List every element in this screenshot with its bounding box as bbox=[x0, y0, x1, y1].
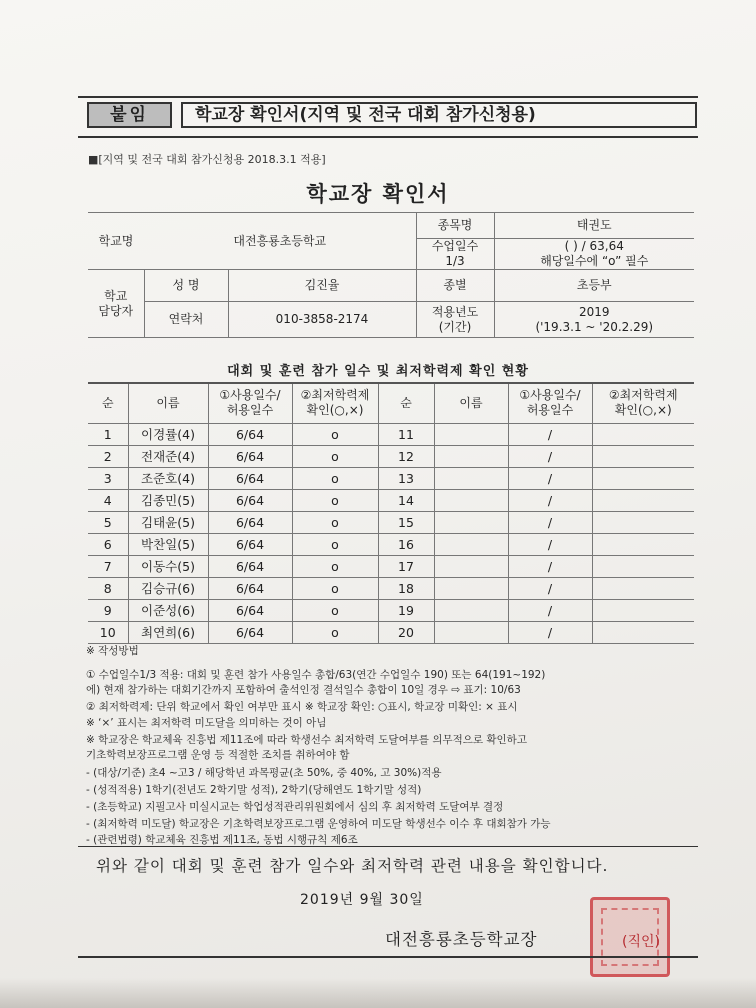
row-check: o bbox=[292, 445, 378, 467]
row-days: 6/64 bbox=[208, 621, 292, 643]
row-no: 9 bbox=[88, 599, 128, 621]
row-days: 6/64 bbox=[208, 467, 292, 489]
header-days-left-2: 허용일수 bbox=[226, 403, 274, 418]
classdays-value-1: ( ) / 63,64 bbox=[564, 239, 624, 253]
header-name-right: 이름 bbox=[434, 383, 508, 423]
row-no: 14 bbox=[378, 489, 434, 511]
row-check: o bbox=[292, 577, 378, 599]
row-no: 18 bbox=[378, 577, 434, 599]
row-no: 16 bbox=[378, 533, 434, 555]
year-value-1: 2019 bbox=[578, 304, 610, 319]
contact-value: 010-3858-2174 bbox=[228, 302, 416, 338]
row-check bbox=[592, 467, 694, 489]
notes-rule bbox=[78, 846, 698, 847]
row-name: 김태윤(5) bbox=[128, 511, 208, 533]
row-check: o bbox=[292, 599, 378, 621]
header-days-left bbox=[208, 383, 292, 423]
classdays-label-2: 1/3 bbox=[445, 254, 465, 268]
row-no: 3 bbox=[88, 467, 128, 489]
attachment-label: 붙임 bbox=[87, 102, 172, 128]
row-no: 11 bbox=[378, 423, 434, 445]
school-cell bbox=[88, 213, 416, 270]
row-days: / bbox=[508, 423, 592, 445]
contact-label: 연락처 bbox=[144, 302, 228, 338]
school-label: 학교명 bbox=[98, 233, 134, 248]
table-row bbox=[88, 621, 694, 643]
row-days: 6/64 bbox=[208, 445, 292, 467]
header-check-left bbox=[292, 383, 378, 423]
row-no: 17 bbox=[378, 555, 434, 577]
top-rule bbox=[78, 96, 698, 98]
header-no-left: 순 bbox=[88, 383, 128, 423]
note-6: - (성적적용) 1학기(전년도 2학기말 성적), 2학기(당해연도 1학기말 성적) bbox=[86, 784, 422, 796]
row-no: 19 bbox=[378, 599, 434, 621]
year-label bbox=[416, 302, 494, 338]
header-check-left-1: ②최저학력제 bbox=[300, 388, 370, 403]
row-no: 2 bbox=[88, 445, 128, 467]
header-check-right-2: 확인(○,×) bbox=[614, 403, 672, 418]
row-name bbox=[434, 555, 508, 577]
row-name bbox=[434, 599, 508, 621]
manager-label-1: 학교 bbox=[104, 288, 128, 303]
row-days: / bbox=[508, 445, 592, 467]
row-name bbox=[434, 577, 508, 599]
row-days: / bbox=[508, 533, 592, 555]
row-name bbox=[434, 467, 508, 489]
classdays-label-1: 수업일수 bbox=[431, 239, 479, 253]
table-row bbox=[88, 577, 694, 599]
row-name: 이경률(4) bbox=[128, 423, 208, 445]
row-check bbox=[592, 555, 694, 577]
roster-table bbox=[88, 382, 694, 644]
header-check-left-2: 확인(○,×) bbox=[306, 403, 364, 418]
row-check: o bbox=[292, 489, 378, 511]
row-name bbox=[434, 533, 508, 555]
row-name: 조준호(4) bbox=[128, 467, 208, 489]
row-no: 15 bbox=[378, 511, 434, 533]
table-row bbox=[88, 423, 694, 445]
row-name: 김승규(6) bbox=[128, 577, 208, 599]
row-no: 12 bbox=[378, 445, 434, 467]
row-check bbox=[592, 621, 694, 643]
note-7: - (초등학교) 지필고사 미실시교는 학업성적관리위원회에서 심의 후 최저학력 도달여부 결정 bbox=[86, 801, 504, 813]
row-check bbox=[592, 423, 694, 445]
sign-school: 대전흥룡초등학교장 bbox=[385, 930, 538, 949]
note-1a: ① 수업일수1/3 적용: 대회 및 훈련 참가 사용일수 총합/63(연간 수업일수 190) 또는 64(191~192) bbox=[86, 669, 546, 681]
year-value bbox=[494, 302, 694, 338]
header-bottom-rule bbox=[78, 136, 698, 138]
note-2: ② 최저학력제: 단위 학교에서 확인 여부만 표시 ※ 학교장 확인: ○표시, 학교장 미확인: × 표시 bbox=[86, 701, 518, 713]
classdays-label bbox=[416, 239, 494, 270]
note-5: - (대상/기준) 초4 ~고3 / 해당학년 과목평균(초 50%, 중 40%, 고 30%)적용 bbox=[86, 767, 442, 779]
row-check: o bbox=[292, 467, 378, 489]
notes-heading: ※ 작성방법 bbox=[86, 645, 139, 657]
table-row bbox=[88, 511, 694, 533]
row-no: 10 bbox=[88, 621, 128, 643]
row-days: / bbox=[508, 467, 592, 489]
sign-date: 2019년 9월 30일 bbox=[300, 892, 424, 908]
sport-label: 종목명 bbox=[416, 213, 494, 239]
status-title: 대회 및 훈련 참가 일수 및 최저학력제 확인 현황 bbox=[227, 364, 529, 379]
manager-label-2: 담당자 bbox=[98, 303, 134, 318]
row-check bbox=[592, 533, 694, 555]
row-check bbox=[592, 599, 694, 621]
info-table bbox=[88, 212, 694, 338]
note-8: - (최저학력 미도달) 학교장은 기초학력보장프로그램 운영하여 미도달 학생선수 이수 후 대회참가 가능 bbox=[86, 818, 551, 830]
seal-label: (직인) bbox=[622, 934, 660, 950]
bottom-rule bbox=[78, 956, 698, 958]
school-value: 대전흥룡초등학교 bbox=[233, 233, 327, 248]
note-4b: 기초학력보장프로그램 운영 등 적절한 조치를 취하여야 함 bbox=[86, 749, 350, 761]
row-check bbox=[592, 511, 694, 533]
header-days-left-1: ①사용일수/ bbox=[219, 388, 281, 403]
row-days: / bbox=[508, 489, 592, 511]
row-days: / bbox=[508, 577, 592, 599]
row-no: 1 bbox=[88, 423, 128, 445]
roster-header-row bbox=[88, 383, 694, 423]
table-row bbox=[88, 533, 694, 555]
row-check bbox=[592, 445, 694, 467]
row-name bbox=[434, 489, 508, 511]
row-no: 4 bbox=[88, 489, 128, 511]
row-check: o bbox=[292, 555, 378, 577]
row-name bbox=[434, 621, 508, 643]
note-3: ※ ‘×’ 표시는 최저학력 미도달을 의미하는 것이 아님 bbox=[86, 717, 327, 729]
division-label: 종별 bbox=[416, 270, 494, 302]
classdays-value bbox=[494, 239, 694, 270]
sport-value: 태권도 bbox=[494, 213, 694, 239]
row-no: 20 bbox=[378, 621, 434, 643]
row-days: 6/64 bbox=[208, 555, 292, 577]
row-name bbox=[434, 511, 508, 533]
row-days: 6/64 bbox=[208, 489, 292, 511]
row-days: / bbox=[508, 621, 592, 643]
row-days: / bbox=[508, 511, 592, 533]
year-label-1: 적용년도 bbox=[431, 304, 479, 319]
table-row bbox=[88, 489, 694, 511]
row-check bbox=[592, 577, 694, 599]
manager-label bbox=[88, 270, 144, 338]
row-days: 6/64 bbox=[208, 423, 292, 445]
year-value-2: ('19.3.1 ~ '20.2.29) bbox=[535, 319, 654, 334]
header-name-left: 이름 bbox=[128, 383, 208, 423]
row-days: / bbox=[508, 599, 592, 621]
table-row bbox=[88, 555, 694, 577]
note-4a: ※ 학교장은 학교체육 진흥법 제11조에 따라 학생선수 최저학력 도달여부를 의무적으로 확인하고 bbox=[86, 734, 527, 746]
row-name bbox=[434, 445, 508, 467]
row-check: o bbox=[292, 423, 378, 445]
row-name: 이동수(5) bbox=[128, 555, 208, 577]
row-days: 6/64 bbox=[208, 599, 292, 621]
name-value: 김진율 bbox=[228, 270, 416, 302]
classdays-value-2: 해당일수에 “o” 필수 bbox=[540, 254, 649, 268]
row-days: 6/64 bbox=[208, 511, 292, 533]
row-name: 최연희(6) bbox=[128, 621, 208, 643]
table-row bbox=[88, 445, 694, 467]
row-no: 5 bbox=[88, 511, 128, 533]
row-name: 김종민(5) bbox=[128, 489, 208, 511]
table-row bbox=[88, 599, 694, 621]
header-title: 학교장 확인서(지역 및 전국 대회 참가신청용) bbox=[181, 102, 697, 128]
header-check-right bbox=[592, 383, 694, 423]
row-no: 8 bbox=[88, 577, 128, 599]
row-check bbox=[592, 489, 694, 511]
note-1b: 에) 현재 참가하는 대회기간까지 포함하여 출석인정 결석일수 총합이 10일 경우 ⇨ 표기: 10/63 bbox=[86, 684, 521, 696]
row-name bbox=[434, 423, 508, 445]
paper-shadow bbox=[0, 978, 756, 1008]
row-name: 박찬일(5) bbox=[128, 533, 208, 555]
row-name: 전재준(4) bbox=[128, 445, 208, 467]
row-days: 6/64 bbox=[208, 533, 292, 555]
header-no-right: 순 bbox=[378, 383, 434, 423]
row-days: 6/64 bbox=[208, 577, 292, 599]
row-check: o bbox=[292, 533, 378, 555]
row-check: o bbox=[292, 621, 378, 643]
header-check-right-1: ②최저학력제 bbox=[608, 388, 678, 403]
year-label-2: (기간) bbox=[438, 319, 472, 334]
row-name: 이준성(6) bbox=[128, 599, 208, 621]
division-value: 초등부 bbox=[494, 270, 694, 302]
row-check: o bbox=[292, 511, 378, 533]
name-label: 성 명 bbox=[144, 270, 228, 302]
subtitle-note: ■[지역 및 전국 대회 참가신청용 2018.3.1 적용] bbox=[88, 153, 326, 166]
table-row bbox=[88, 467, 694, 489]
row-no: 7 bbox=[88, 555, 128, 577]
note-9: - (관련법령) 학교체육 진흥법 제11조, 동법 시행규칙 제6조 bbox=[86, 834, 358, 846]
header-days-right bbox=[508, 383, 592, 423]
row-no: 13 bbox=[378, 467, 434, 489]
confirm-sentence: 위와 같이 대회 및 훈련 참가 일수와 최저학력 관련 내용을 확인합니다. bbox=[96, 857, 609, 875]
header-days-right-1: ①사용일수/ bbox=[519, 388, 581, 403]
row-days: / bbox=[508, 555, 592, 577]
header-days-right-2: 허용일수 bbox=[526, 403, 574, 418]
row-no: 6 bbox=[88, 533, 128, 555]
doc-title: 학교장 확인서 bbox=[306, 182, 450, 206]
